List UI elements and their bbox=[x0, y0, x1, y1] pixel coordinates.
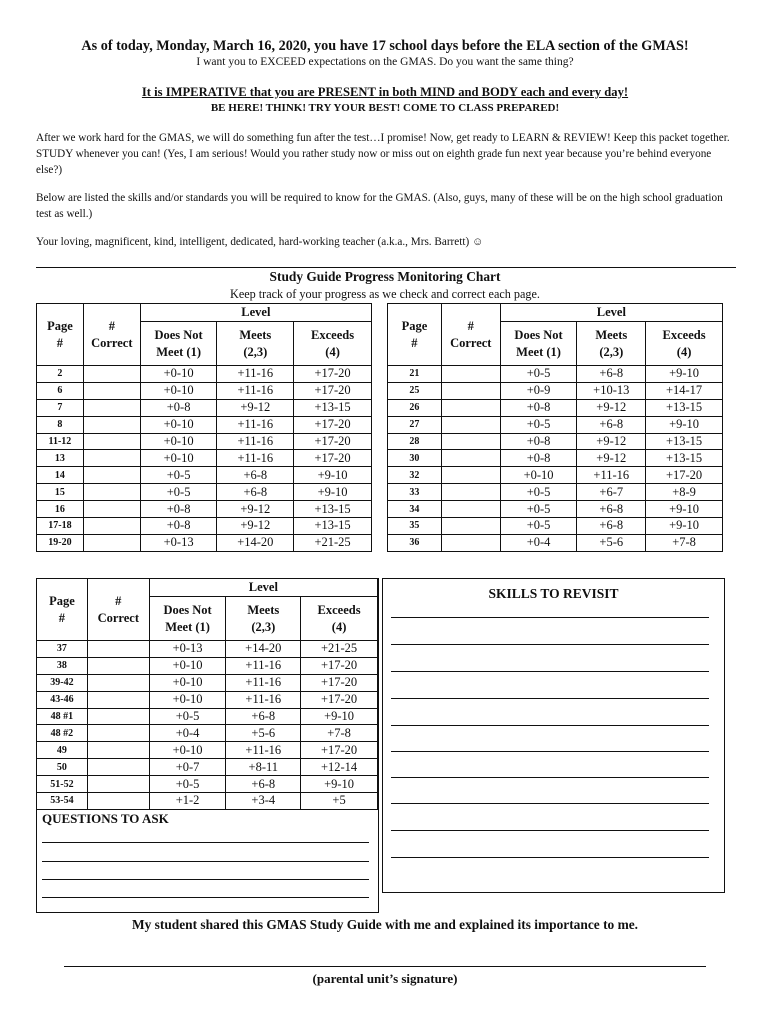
does-not-meet-cell: +0-4 bbox=[500, 534, 577, 551]
exceeds-cell: +17-20 bbox=[294, 450, 372, 467]
progress-table-2 bbox=[387, 303, 723, 552]
page-cell: 34 bbox=[388, 501, 442, 518]
exceeds-cell: +5 bbox=[301, 793, 378, 810]
exceeds-cell: +13-15 bbox=[646, 450, 723, 467]
page-cell: 32 bbox=[388, 467, 442, 484]
exceeds-cell: +17-20 bbox=[301, 691, 378, 708]
chart-subtitle: Keep track of your progress as we check and correct each page. bbox=[230, 287, 540, 301]
correct-input-cell[interactable] bbox=[87, 674, 149, 691]
correct-input-cell[interactable] bbox=[83, 416, 140, 433]
meets-cell: +3-4 bbox=[226, 793, 301, 810]
page-cell: 7 bbox=[37, 399, 84, 416]
exceeds-cell: +21-25 bbox=[294, 534, 372, 551]
does-not-meet-cell: +0-5 bbox=[500, 366, 577, 383]
page-cell: 2 bbox=[37, 366, 84, 383]
meets-cell: +6-8 bbox=[217, 467, 294, 484]
does-not-meet-cell: +0-5 bbox=[149, 776, 226, 793]
table-row bbox=[388, 433, 723, 450]
page-cell: 35 bbox=[388, 518, 442, 535]
does-not-meet-cell: +0-10 bbox=[140, 382, 217, 399]
meets-cell: +11-16 bbox=[226, 657, 301, 674]
meets-cell: +6-8 bbox=[226, 776, 301, 793]
page-cell: 26 bbox=[388, 399, 442, 416]
level-header: Level bbox=[149, 579, 377, 597]
correct-input-cell[interactable] bbox=[441, 518, 500, 535]
does-not-meet-cell: +0-10 bbox=[149, 742, 226, 759]
correct-input-cell[interactable] bbox=[83, 518, 140, 535]
page-subtitle: I want you to EXCEED expectations on the GMAS. Do you want the same thing? bbox=[196, 56, 574, 68]
table-row bbox=[37, 399, 372, 416]
meets-cell: +11-16 bbox=[217, 450, 294, 467]
correct-input-cell[interactable] bbox=[83, 450, 140, 467]
correct-input-cell[interactable] bbox=[87, 725, 149, 742]
table-row bbox=[388, 416, 723, 433]
correct-input-cell[interactable] bbox=[441, 501, 500, 518]
table-row bbox=[37, 759, 378, 776]
page-cell: 30 bbox=[388, 450, 442, 467]
correct-input-cell[interactable] bbox=[441, 450, 500, 467]
table-row bbox=[388, 382, 723, 399]
exceeds-header: Exceeds (4) bbox=[646, 322, 723, 366]
page-cell: 15 bbox=[37, 484, 84, 501]
exceeds-cell: +17-20 bbox=[294, 416, 372, 433]
does-not-meet-cell: +0-5 bbox=[140, 467, 217, 484]
page-cell: 25 bbox=[388, 382, 442, 399]
correct-input-cell[interactable] bbox=[87, 759, 149, 776]
parent-statement: My student shared this GMAS Study Guide with me and explained its importance to me. bbox=[131, 917, 639, 932]
meets-cell: +11-16 bbox=[217, 433, 294, 450]
level-header: Level bbox=[500, 304, 722, 322]
be-here-line: BE HERE! THINK! TRY YOUR BEST! COME TO CLASS PREPARED! bbox=[210, 102, 560, 114]
does-not-meet-cell: +0-13 bbox=[149, 641, 226, 658]
question-line[interactable] bbox=[42, 861, 369, 862]
table-row bbox=[37, 657, 378, 674]
table-row bbox=[37, 501, 372, 518]
meets-cell: +5-6 bbox=[226, 725, 301, 742]
does-not-meet-cell: +0-5 bbox=[140, 484, 217, 501]
questions-box bbox=[36, 578, 379, 913]
page-cell: 48 #1 bbox=[37, 708, 88, 725]
skill-line[interactable] bbox=[391, 725, 709, 726]
exceeds-cell: +8-9 bbox=[646, 484, 723, 501]
meets-cell: +6-8 bbox=[577, 366, 646, 383]
correct-input-cell[interactable] bbox=[441, 399, 500, 416]
level-header: Level bbox=[140, 304, 371, 322]
question-line[interactable] bbox=[42, 897, 369, 898]
skill-line[interactable] bbox=[391, 830, 709, 831]
table-row bbox=[37, 433, 372, 450]
meets-cell: +11-16 bbox=[226, 674, 301, 691]
page-cell: 11-12 bbox=[37, 433, 84, 450]
correct-input-cell[interactable] bbox=[83, 484, 140, 501]
question-line[interactable] bbox=[42, 879, 369, 880]
progress-table-3 bbox=[36, 578, 378, 810]
table-row bbox=[37, 691, 378, 708]
meets-cell: +10-13 bbox=[577, 382, 646, 399]
table-row bbox=[37, 708, 378, 725]
exceeds-cell: +17-20 bbox=[301, 742, 378, 759]
correct-input-cell[interactable] bbox=[441, 366, 500, 383]
correct-input-cell[interactable] bbox=[83, 467, 140, 484]
correct-input-cell[interactable] bbox=[87, 657, 149, 674]
meets-cell: +9-12 bbox=[577, 399, 646, 416]
skill-line[interactable] bbox=[391, 857, 709, 858]
page-header: Page # bbox=[37, 579, 88, 641]
meets-header: Meets (2,3) bbox=[217, 322, 294, 366]
skills-box bbox=[382, 578, 725, 893]
table-row bbox=[37, 674, 378, 691]
skills-paragraph: Below are listed the skills and/or standards you will be required to know for the GMAS. (Also, guys, many of these will be on the high school graduation test as well.) bbox=[36, 192, 723, 220]
correct-input-cell[interactable] bbox=[83, 366, 140, 383]
table-row bbox=[388, 366, 723, 383]
does-not-meet-cell: +0-10 bbox=[500, 467, 577, 484]
page-cell: 36 bbox=[388, 534, 442, 551]
correct-input-cell[interactable] bbox=[87, 776, 149, 793]
exceeds-cell: +17-20 bbox=[294, 382, 372, 399]
exceeds-cell: +9-10 bbox=[646, 518, 723, 535]
skill-line[interactable] bbox=[391, 803, 709, 804]
page-cell: 13 bbox=[37, 450, 84, 467]
does-not-meet-cell: +0-10 bbox=[140, 416, 217, 433]
progress-table-1 bbox=[36, 303, 372, 552]
correct-input-cell[interactable] bbox=[441, 433, 500, 450]
meets-cell: +9-12 bbox=[577, 433, 646, 450]
table-row bbox=[388, 518, 723, 535]
page-header: Page # bbox=[388, 304, 442, 366]
does-not-meet-cell: +0-10 bbox=[149, 674, 226, 691]
correct-input-cell[interactable] bbox=[83, 534, 140, 551]
exceeds-cell: +13-15 bbox=[294, 399, 372, 416]
correct-input-cell[interactable] bbox=[441, 416, 500, 433]
table-row bbox=[37, 450, 372, 467]
does-not-meet-cell: +0-8 bbox=[140, 518, 217, 535]
page-cell: 50 bbox=[37, 759, 88, 776]
correct-input-cell[interactable] bbox=[83, 501, 140, 518]
questions-heading: QUESTIONS TO ASK bbox=[42, 811, 169, 826]
teacher-signoff: Your loving, magnificent, kind, intelligent, dedicated, hard-working teacher (a.k.a., Mrs. Barrett) ☺ bbox=[36, 236, 484, 248]
skill-line[interactable] bbox=[391, 777, 709, 778]
exceeds-header: Exceeds (4) bbox=[294, 322, 372, 366]
does-not-meet-cell: +0-7 bbox=[149, 759, 226, 776]
exceeds-cell: +17-20 bbox=[301, 674, 378, 691]
does-not-meet-cell: +0-8 bbox=[500, 399, 577, 416]
table-row bbox=[388, 484, 723, 501]
page-cell: 38 bbox=[37, 657, 88, 674]
signature-label: (parental unit’s signature) bbox=[312, 971, 458, 986]
table-row bbox=[37, 518, 372, 535]
correct-input-cell[interactable] bbox=[87, 742, 149, 759]
exceeds-cell: +9-10 bbox=[301, 708, 378, 725]
does-not-meet-cell: +0-13 bbox=[140, 534, 217, 551]
exceeds-cell: +12-14 bbox=[301, 759, 378, 776]
table-row bbox=[37, 382, 372, 399]
page-cell: 51-52 bbox=[37, 776, 88, 793]
meets-cell: +14-20 bbox=[226, 641, 301, 658]
correct-input-cell[interactable] bbox=[83, 382, 140, 399]
correct-input-cell[interactable] bbox=[441, 467, 500, 484]
page-cell: 8 bbox=[37, 416, 84, 433]
page-title: As of today, Monday, March 16, 2020, you have 17 school days before the ELA section of the GMAS! bbox=[81, 38, 689, 54]
meets-cell: +9-12 bbox=[217, 399, 294, 416]
skill-line[interactable] bbox=[391, 644, 709, 645]
meets-cell: +9-12 bbox=[217, 518, 294, 535]
exceeds-cell: +13-15 bbox=[646, 433, 723, 450]
intro-paragraph: After we work hard for the GMAS, we will do something fun after the test…I promise! Now, get ready to LEARN & REVIEW! Keep this packet together. STUDY whenever you can! (Yes, I am serious! Would you rather study now or miss out on eighth grade fun next year because you’re behind everyone else?) bbox=[36, 132, 730, 176]
meets-cell: +11-16 bbox=[217, 382, 294, 399]
exceeds-cell: +9-10 bbox=[646, 366, 723, 383]
table-row bbox=[37, 534, 372, 551]
question-line[interactable] bbox=[42, 842, 369, 843]
correct-header: # Correct bbox=[87, 579, 149, 641]
meets-cell: +14-20 bbox=[217, 534, 294, 551]
skill-line[interactable] bbox=[391, 751, 709, 752]
correct-input-cell[interactable] bbox=[441, 382, 500, 399]
table-row bbox=[37, 725, 378, 742]
meets-cell: +9-12 bbox=[577, 450, 646, 467]
exceeds-cell: +17-20 bbox=[301, 657, 378, 674]
table-row bbox=[37, 416, 372, 433]
correct-header: # Correct bbox=[83, 304, 140, 366]
table-row bbox=[37, 742, 378, 759]
chart-title: Study Guide Progress Monitoring Chart bbox=[269, 269, 501, 284]
skill-line[interactable] bbox=[391, 617, 709, 618]
section-divider bbox=[36, 267, 736, 268]
does-not-meet-cell: +0-10 bbox=[149, 691, 226, 708]
meets-cell: +9-12 bbox=[217, 501, 294, 518]
meets-cell: +11-16 bbox=[226, 691, 301, 708]
page-cell: 48 #2 bbox=[37, 725, 88, 742]
page-cell: 14 bbox=[37, 467, 84, 484]
meets-cell: +11-16 bbox=[217, 366, 294, 383]
page-cell: 37 bbox=[37, 641, 88, 658]
table-row bbox=[388, 450, 723, 467]
table-row bbox=[37, 641, 378, 658]
exceeds-header: Exceeds (4) bbox=[301, 597, 378, 641]
skill-line[interactable] bbox=[391, 671, 709, 672]
page-cell: 19-20 bbox=[37, 534, 84, 551]
meets-cell: +6-7 bbox=[577, 484, 646, 501]
imperative-heading: It is IMPERATIVE that you are PRESENT in both MIND and BODY each and every day! bbox=[141, 85, 629, 99]
meets-header: Meets (2,3) bbox=[577, 322, 646, 366]
does-not-meet-cell: +0-10 bbox=[140, 450, 217, 467]
exceeds-cell: +13-15 bbox=[294, 501, 372, 518]
does-not-meet-cell: +0-4 bbox=[149, 725, 226, 742]
table-row bbox=[388, 501, 723, 518]
exceeds-cell: +17-20 bbox=[294, 366, 372, 383]
does-not-meet-cell: +0-10 bbox=[140, 433, 217, 450]
meets-cell: +5-6 bbox=[577, 534, 646, 551]
signature-line[interactable] bbox=[64, 966, 706, 967]
correct-header: # Correct bbox=[441, 304, 500, 366]
table-row bbox=[37, 793, 378, 810]
does-not-meet-header: Does Not Meet (1) bbox=[500, 322, 577, 366]
correct-input-cell[interactable] bbox=[87, 793, 149, 810]
exceeds-cell: +13-15 bbox=[646, 399, 723, 416]
meets-cell: +6-8 bbox=[577, 416, 646, 433]
exceeds-cell: +21-25 bbox=[301, 641, 378, 658]
meets-cell: +8-11 bbox=[226, 759, 301, 776]
page-cell: 17-18 bbox=[37, 518, 84, 535]
correct-input-cell[interactable] bbox=[441, 534, 500, 551]
correct-input-cell[interactable] bbox=[441, 484, 500, 501]
page-cell: 21 bbox=[388, 366, 442, 383]
meets-header: Meets (2,3) bbox=[226, 597, 301, 641]
table-row bbox=[37, 776, 378, 793]
meets-cell: +11-16 bbox=[226, 742, 301, 759]
exceeds-cell: +9-10 bbox=[294, 484, 372, 501]
does-not-meet-cell: +0-9 bbox=[500, 382, 577, 399]
does-not-meet-cell: +0-5 bbox=[149, 708, 226, 725]
does-not-meet-cell: +0-10 bbox=[149, 657, 226, 674]
page-cell: 16 bbox=[37, 501, 84, 518]
does-not-meet-header: Does Not Meet (1) bbox=[149, 597, 226, 641]
correct-input-cell[interactable] bbox=[87, 708, 149, 725]
exceeds-cell: +7-8 bbox=[301, 725, 378, 742]
meets-cell: +6-8 bbox=[217, 484, 294, 501]
correct-input-cell[interactable] bbox=[83, 399, 140, 416]
does-not-meet-cell: +0-5 bbox=[500, 518, 577, 535]
exceeds-cell: +17-20 bbox=[294, 433, 372, 450]
does-not-meet-cell: +0-5 bbox=[500, 416, 577, 433]
meets-cell: +6-8 bbox=[226, 708, 301, 725]
table-row bbox=[388, 399, 723, 416]
page-cell: 6 bbox=[37, 382, 84, 399]
exceeds-cell: +9-10 bbox=[294, 467, 372, 484]
does-not-meet-cell: +0-8 bbox=[140, 501, 217, 518]
meets-cell: +6-8 bbox=[577, 518, 646, 535]
table-row bbox=[388, 534, 723, 551]
page-cell: 27 bbox=[388, 416, 442, 433]
does-not-meet-header: Does Not Meet (1) bbox=[140, 322, 217, 366]
skill-line[interactable] bbox=[391, 698, 709, 699]
correct-input-cell[interactable] bbox=[83, 433, 140, 450]
page-cell: 39-42 bbox=[37, 674, 88, 691]
meets-cell: +6-8 bbox=[577, 501, 646, 518]
meets-cell: +11-16 bbox=[577, 467, 646, 484]
exceeds-cell: +13-15 bbox=[294, 518, 372, 535]
page-cell: 28 bbox=[388, 433, 442, 450]
page-cell: 33 bbox=[388, 484, 442, 501]
does-not-meet-cell: +0-8 bbox=[500, 450, 577, 467]
skills-heading: SKILLS TO REVISIT bbox=[488, 586, 619, 601]
does-not-meet-cell: +0-8 bbox=[500, 433, 577, 450]
page-header: Page # bbox=[37, 304, 84, 366]
meets-cell: +11-16 bbox=[217, 416, 294, 433]
table-row bbox=[37, 366, 372, 383]
does-not-meet-cell: +0-8 bbox=[140, 399, 217, 416]
page-cell: 49 bbox=[37, 742, 88, 759]
exceeds-cell: +17-20 bbox=[646, 467, 723, 484]
table-row bbox=[388, 467, 723, 484]
page-cell: 53-54 bbox=[37, 793, 88, 810]
exceeds-cell: +9-10 bbox=[301, 776, 378, 793]
does-not-meet-cell: +0-5 bbox=[500, 501, 577, 518]
does-not-meet-cell: +1-2 bbox=[149, 793, 226, 810]
does-not-meet-cell: +0-5 bbox=[500, 484, 577, 501]
table-row bbox=[37, 467, 372, 484]
table-row bbox=[37, 484, 372, 501]
exceeds-cell: +7-8 bbox=[646, 534, 723, 551]
page-cell: 43-46 bbox=[37, 691, 88, 708]
correct-input-cell[interactable] bbox=[87, 691, 149, 708]
exceeds-cell: +9-10 bbox=[646, 416, 723, 433]
exceeds-cell: +14-17 bbox=[646, 382, 723, 399]
does-not-meet-cell: +0-10 bbox=[140, 366, 217, 383]
exceeds-cell: +9-10 bbox=[646, 501, 723, 518]
correct-input-cell[interactable] bbox=[87, 641, 149, 658]
